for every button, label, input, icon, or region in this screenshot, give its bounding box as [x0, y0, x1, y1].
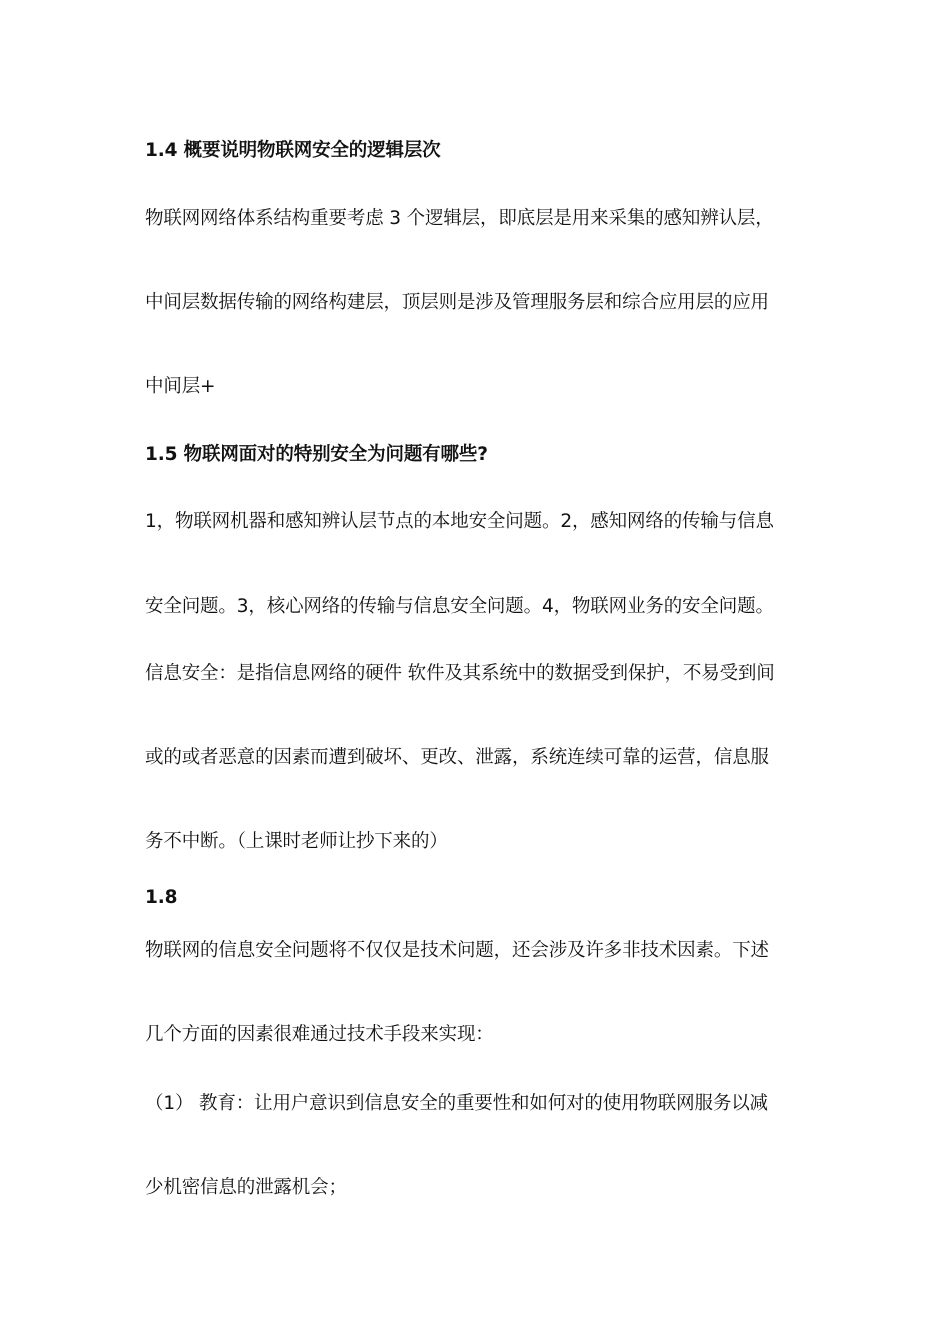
- paragraph-line: 1，物联网机器和感知辨认层节点的本地安全问题。2，感知网络的传输与信息: [145, 511, 774, 532]
- heading-1-8: 1.8: [145, 887, 178, 908]
- paragraph-line: 中间层数据传输的网络构建层，顶层则是涉及管理服务层和综合应用层的应用: [145, 292, 769, 313]
- paragraph-line: （1） 教育：让用户意识到信息安全的重要性和如何对的使用物联网服务以减: [145, 1093, 768, 1114]
- paragraph-line: 安全问题。3，核心网络的传输与信息安全问题。4，物联网业务的安全问题。: [145, 596, 774, 617]
- paragraph-line: 物联网的信息安全问题将不仅仅是技术问题，还会涉及许多非技术因素。下述: [145, 940, 769, 961]
- paragraph-line: 几个方面的因素很难通过技术手段来实现：: [145, 1024, 494, 1045]
- paragraph-line: 少机密信息的泄露机会；: [145, 1177, 347, 1198]
- heading-1-4: 1.4 概要说明物联网安全的逻辑层次: [145, 140, 441, 161]
- paragraph-line: 务不中断。（上课时老师让抄下来的）: [145, 831, 448, 852]
- paragraph-line: 信息安全：是指信息网络的硬件 软件及其系统中的数据受到保护，不易受到间: [145, 663, 775, 684]
- heading-1-5: 1.5 物联网面对的特别安全为问题有哪些?: [145, 444, 488, 465]
- paragraph-line: 中间层+: [145, 376, 216, 397]
- paragraph-line: 物联网网络体系结构重要考虑 3 个逻辑层，即底层是用来采集的感知辨认层，: [145, 208, 774, 229]
- paragraph-line: 或的或者恶意的因素而遭到破坏、更改、泄露，系统连续可靠的运营，信息服: [145, 747, 769, 768]
